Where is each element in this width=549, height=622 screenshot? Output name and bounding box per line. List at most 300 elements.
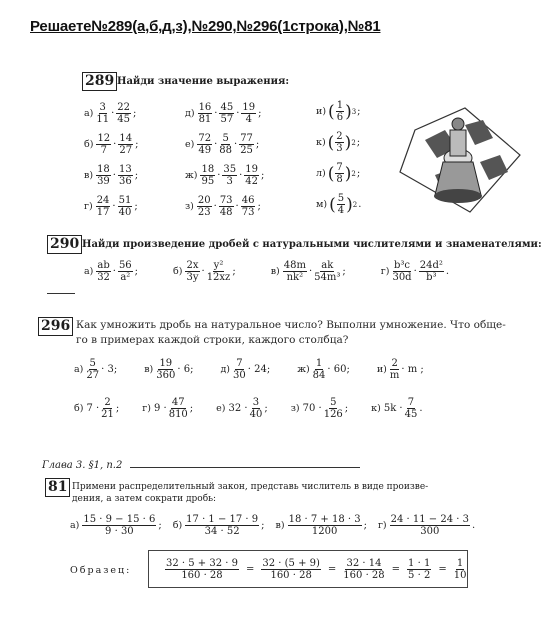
- exercise-item: [316, 193, 362, 216]
- item-label: д): [185, 108, 195, 119]
- item-label: г): [377, 520, 387, 531]
- multiply-sign: ·: [235, 201, 239, 212]
- fraction: [197, 195, 212, 218]
- denominator: 4: [337, 205, 345, 216]
- item-label: б): [74, 403, 84, 414]
- item-label: е): [185, 139, 195, 150]
- exponent: 2: [351, 169, 356, 178]
- assignment-header: Решаете№289(а,б,д,з),№290,№296(1строка),№81: [30, 18, 381, 35]
- numerator: 12: [97, 133, 111, 144]
- fraction: [288, 514, 362, 537]
- fraction: [407, 558, 431, 581]
- denominator: 160 · 28: [270, 569, 312, 581]
- item-end: ;: [232, 266, 236, 277]
- fraction: [313, 358, 326, 381]
- fraction: [244, 164, 259, 187]
- fraction: [165, 558, 239, 581]
- fraction: [118, 195, 133, 218]
- item-label: а): [74, 364, 84, 375]
- exercise-item: [173, 514, 266, 537]
- paren-open: (: [329, 194, 336, 215]
- item-tail: .: [419, 403, 423, 414]
- multiply-sign: ·: [236, 108, 240, 119]
- item-end: ;: [342, 266, 346, 277]
- exercise-item: [185, 133, 265, 156]
- fraction: [169, 397, 188, 420]
- numerator: 19: [242, 102, 256, 113]
- item-end: .: [358, 199, 362, 210]
- fraction: [337, 193, 345, 216]
- exercise-item: [371, 397, 423, 420]
- numerator: 7: [336, 162, 343, 173]
- item-label: в): [84, 170, 94, 181]
- item-tail: · m ;: [401, 364, 424, 375]
- exercise-number-289: 289: [82, 72, 117, 91]
- exercise-item: [185, 195, 265, 218]
- item-label: ж): [185, 170, 198, 181]
- numerator: 3: [252, 397, 260, 408]
- fraction: [96, 102, 109, 125]
- exercise-296-title-line1: Как умножить дробь на натуральное число? Выполни умножение. Что обще-: [76, 319, 506, 331]
- fraction: [222, 164, 237, 187]
- exercise-item: [84, 133, 139, 156]
- numerator: 1: [456, 557, 464, 569]
- numerator: 56: [118, 260, 132, 271]
- numerator: 77: [240, 133, 253, 144]
- fraction: [283, 260, 307, 283]
- denominator: 39: [97, 176, 110, 187]
- denominator: 30d: [392, 272, 412, 283]
- fraction: [96, 133, 111, 156]
- multiply-sign: ·: [112, 201, 116, 212]
- denominator: 27: [119, 145, 133, 156]
- exercise-item: [84, 260, 139, 283]
- denominator: 25: [240, 145, 253, 156]
- exercise-item: [84, 195, 139, 218]
- exercise-item: [74, 397, 120, 420]
- item-tail: ;: [189, 403, 194, 414]
- denominator: a²: [120, 272, 131, 283]
- numerator: 1 · 1: [408, 557, 431, 569]
- item-label: и): [376, 364, 387, 375]
- item-label: а): [84, 266, 94, 277]
- numerator: 14: [119, 133, 133, 144]
- exercise-81-items: [70, 514, 486, 537]
- denominator: 32: [97, 272, 110, 283]
- numerator: 32 · 5 + 32 · 9: [166, 557, 238, 569]
- numerator: y²: [213, 260, 224, 271]
- exercise-item: [142, 397, 194, 420]
- fraction: [314, 260, 340, 283]
- numerator: 51: [118, 195, 132, 206]
- item-label: а): [84, 108, 94, 119]
- fraction: [241, 195, 256, 218]
- item-label: а): [70, 520, 80, 531]
- denominator: 5 · 2: [408, 569, 431, 581]
- numerator: 2x: [186, 260, 199, 271]
- fraction: [454, 558, 467, 581]
- numerator: 35: [223, 164, 237, 175]
- numerator: 48m: [283, 260, 306, 271]
- denominator: 23: [197, 207, 211, 218]
- denominator: 810: [168, 409, 188, 420]
- numerator: 24: [96, 195, 110, 206]
- item-label: з): [185, 201, 194, 212]
- denominator: 34 · 52: [204, 526, 240, 537]
- denominator: 45: [117, 114, 131, 125]
- item-label: в): [275, 520, 285, 531]
- exercise-item: [84, 164, 139, 187]
- denominator: 54m³: [314, 272, 341, 283]
- item-end: ;: [134, 170, 139, 181]
- exercise-number-296: 296: [38, 317, 73, 336]
- numerator: 2: [336, 131, 343, 142]
- numerator: 73: [219, 195, 233, 206]
- fraction: [241, 102, 256, 125]
- numerator: 2: [391, 358, 398, 369]
- fraction: [200, 164, 215, 187]
- numerator: 13: [118, 164, 132, 175]
- numerator: 7: [407, 397, 415, 408]
- fraction: [219, 133, 232, 156]
- exercise-item: [276, 514, 368, 537]
- equals-sign: =: [245, 563, 255, 575]
- exercise-item: [84, 102, 139, 125]
- denominator: 57: [220, 114, 234, 125]
- numerator: 18: [201, 164, 215, 175]
- denominator: 73: [241, 207, 255, 218]
- multiply-sign: ·: [113, 139, 117, 150]
- fraction: [118, 133, 133, 156]
- item-end: ;: [257, 201, 261, 212]
- multiply-sign: ·: [213, 201, 217, 212]
- fraction: [185, 260, 199, 283]
- multiply-sign: ·: [413, 266, 417, 277]
- denominator: 8: [336, 174, 343, 185]
- numerator: 16: [198, 102, 212, 113]
- denominator: 84: [312, 370, 326, 381]
- denominator: m: [389, 370, 400, 381]
- exercise-item: [70, 514, 163, 537]
- item-label: з): [290, 403, 300, 414]
- numerator: ab: [97, 260, 110, 271]
- multiply-sign: ·: [217, 170, 221, 181]
- numerator: 5: [222, 133, 229, 144]
- multiply-sign: ·: [112, 266, 116, 277]
- item-label: к): [316, 137, 326, 148]
- numerator: 46: [241, 195, 255, 206]
- item-end: ;: [356, 168, 361, 179]
- item-end: ;: [255, 139, 260, 150]
- item-end: ;: [133, 108, 137, 119]
- fraction: [419, 260, 444, 283]
- exercise-item: [144, 358, 194, 381]
- fraction: [96, 260, 110, 283]
- numerator: 5: [337, 193, 345, 204]
- denominator: 95: [201, 176, 215, 187]
- fraction: [250, 397, 263, 420]
- denominator: 6: [336, 112, 344, 123]
- denominator: 3: [226, 176, 233, 187]
- item-label: б): [172, 520, 183, 531]
- fraction: [392, 260, 411, 283]
- paren-close: ): [345, 101, 352, 122]
- item-tail: ;: [115, 403, 120, 414]
- item-label: в): [144, 364, 154, 375]
- numerator: 7: [236, 358, 243, 369]
- paren-open: (: [328, 101, 335, 122]
- item-label: г): [84, 201, 93, 212]
- item-end: ;: [135, 139, 139, 150]
- denominator: 88: [219, 145, 232, 156]
- fraction: [116, 102, 131, 125]
- exercise-item: [173, 260, 237, 283]
- item-label: д): [220, 364, 231, 375]
- exercise-item: [297, 358, 351, 381]
- divider: [47, 293, 75, 294]
- chess-queen-illustration: [395, 100, 525, 215]
- fraction: [390, 514, 470, 537]
- fraction: [324, 397, 343, 420]
- numerator: 24 · 11 − 24 · 3: [390, 514, 469, 525]
- fraction: [156, 358, 175, 381]
- denominator: 45: [404, 409, 418, 420]
- sample-box: [148, 550, 468, 588]
- multiply-sign: ·: [239, 170, 243, 181]
- exercise-289-title: Найди значение выражения:: [117, 76, 290, 87]
- exercise-296-row1: [74, 358, 451, 381]
- item-label: г): [380, 266, 390, 277]
- numerator: 19: [245, 164, 259, 175]
- denominator: 48: [219, 207, 233, 218]
- item-end: ;: [134, 201, 138, 212]
- fraction: [335, 162, 343, 185]
- multiply-sign: ·: [201, 266, 205, 277]
- exercise-81-title-line2: дения, а затем сократи дробь:: [72, 494, 217, 504]
- multiply-sign: ·: [234, 139, 238, 150]
- item-end: ;: [134, 266, 139, 277]
- numerator: 1: [336, 100, 344, 111]
- exercise-81-title-line1: Примени распределительный закон, представь числитель в виде произве-: [72, 482, 429, 492]
- denominator: 160 · 28: [343, 569, 385, 581]
- fraction: [118, 260, 133, 283]
- exercise-item: [316, 131, 362, 154]
- denominator: 7: [100, 145, 107, 156]
- item-tail: · 60;: [327, 364, 350, 375]
- numerator: 19: [159, 358, 173, 369]
- denominator: b³: [426, 272, 437, 283]
- item-factor: 70 ·: [302, 403, 322, 414]
- exercise-289-col1: [84, 102, 139, 218]
- denominator: 3: [336, 143, 343, 154]
- item-end: ;: [261, 170, 265, 181]
- exercise-289-col2: [185, 102, 265, 218]
- denominator: 21: [101, 409, 114, 420]
- exponent: 3: [351, 107, 357, 116]
- denominator: 42: [245, 176, 259, 187]
- item-end: ;: [363, 520, 367, 531]
- item-label: б): [173, 266, 183, 277]
- numerator: 24d²: [419, 260, 443, 271]
- equals-sign: =: [438, 563, 447, 575]
- fraction: [405, 397, 418, 420]
- fraction: [343, 558, 384, 581]
- item-tail: · 3;: [101, 364, 118, 375]
- item-tail: ;: [344, 403, 349, 414]
- equals-sign: =: [391, 563, 401, 575]
- fraction: [390, 358, 399, 381]
- numerator: ak: [321, 260, 334, 271]
- exercise-item: [381, 260, 450, 283]
- exponent: 2: [351, 138, 356, 147]
- item-label: и): [316, 106, 327, 117]
- fraction: [239, 133, 254, 156]
- denominator: 30: [233, 370, 246, 381]
- item-label: г): [142, 403, 151, 414]
- fraction: [219, 102, 234, 125]
- item-end: ;: [258, 108, 262, 119]
- exercise-296-title-line2: го в примерах каждой строки, каждого столбца?: [76, 334, 349, 346]
- exercise-290-items: [84, 260, 484, 283]
- item-label: к): [371, 403, 381, 414]
- item-tail: · 24;: [247, 364, 271, 375]
- item-label: л): [316, 168, 326, 179]
- exercise-item: [74, 358, 118, 381]
- fraction: [335, 131, 343, 154]
- fraction: [233, 358, 246, 381]
- numerator: 22: [117, 102, 131, 113]
- exercise-number-290: 290: [47, 235, 82, 254]
- paren-open: (: [327, 163, 335, 184]
- numerator: 1: [315, 358, 323, 369]
- multiply-sign: ·: [214, 108, 218, 119]
- paren-close: ): [346, 194, 353, 215]
- item-end: ;: [356, 137, 361, 148]
- exercise-number-81: 81: [45, 478, 70, 497]
- exercise-item: [316, 100, 362, 123]
- item-end: .: [472, 520, 476, 531]
- item-label: е): [216, 403, 226, 414]
- item-factor: 9 ·: [153, 403, 167, 414]
- numerator: 5: [89, 358, 96, 369]
- denominator: 49: [198, 145, 212, 156]
- paren-close: ): [344, 163, 352, 184]
- denominator: 126: [323, 409, 343, 420]
- numerator: 72: [198, 133, 212, 144]
- item-label: м): [316, 199, 328, 210]
- fraction: [118, 164, 133, 187]
- item-end: ;: [261, 520, 265, 531]
- item-tail: · 6;: [177, 364, 194, 375]
- equals-sign: =: [327, 563, 337, 575]
- exercise-item: [291, 397, 349, 420]
- numerator: 20: [197, 195, 211, 206]
- exercise-item: [185, 102, 265, 125]
- denominator: 10: [453, 569, 467, 581]
- denominator: 81: [198, 114, 212, 125]
- item-end: .: [445, 266, 450, 277]
- item-label: ж): [297, 364, 310, 375]
- denominator: 300: [420, 526, 440, 537]
- denominator: 4: [245, 114, 252, 125]
- fraction: [336, 100, 344, 123]
- item-label: в): [270, 266, 280, 277]
- item-factor: 32 ·: [228, 403, 248, 414]
- numerator: 47: [171, 397, 185, 408]
- numerator: b³c: [394, 260, 411, 271]
- exercise-item: [216, 397, 269, 420]
- exercise-item: [220, 358, 271, 381]
- denominator: 36: [118, 176, 132, 187]
- denominator: 27: [86, 370, 100, 381]
- numerator: 45: [220, 102, 234, 113]
- numerator: 32 · 14: [346, 557, 382, 569]
- item-tail: ;: [264, 403, 268, 414]
- fraction: [96, 195, 111, 218]
- fraction: [261, 558, 321, 581]
- item-factor: 7 ·: [86, 403, 100, 414]
- denominator: nk²: [286, 272, 304, 283]
- numerator: 5: [330, 397, 337, 408]
- numerator: 18: [97, 164, 110, 175]
- paren-open: (: [327, 132, 335, 153]
- exponent: 2: [352, 200, 358, 209]
- denominator: 17: [96, 207, 110, 218]
- exercise-item: [185, 164, 265, 187]
- multiply-sign: ·: [308, 266, 313, 277]
- exercise-item: [378, 514, 476, 537]
- fraction: [96, 164, 111, 187]
- fraction: [219, 195, 234, 218]
- item-end: ;: [357, 106, 361, 117]
- fraction: [82, 514, 156, 537]
- chapter-label: Глава 3. §1, п.2: [42, 460, 123, 471]
- exercise-289-col3: [316, 100, 362, 216]
- denominator: 1200: [311, 526, 338, 537]
- multiply-sign: ·: [112, 170, 116, 181]
- sample-label: Образец:: [70, 565, 132, 576]
- item-end: ;: [158, 520, 162, 531]
- numerator: 3: [99, 102, 106, 113]
- fraction: [197, 133, 212, 156]
- denominator: 11: [96, 114, 110, 125]
- denominator: 3y: [186, 272, 199, 283]
- multiply-sign: ·: [111, 108, 115, 119]
- denominator: 360: [156, 370, 176, 381]
- numerator: 18 · 7 + 18 · 3: [288, 514, 361, 525]
- denominator: 9 · 30: [105, 526, 134, 537]
- numerator: 15 · 9 − 15 · 6: [83, 514, 156, 525]
- exercise-item: [316, 162, 362, 185]
- exercise-290-title: Найди произведение дробей с натуральными числителями и знаменателями:: [82, 239, 542, 250]
- paren-close: ): [344, 132, 352, 153]
- denominator: 40: [118, 207, 132, 218]
- denominator: 12xz: [206, 272, 231, 283]
- item-label: б): [84, 139, 94, 150]
- numerator: 32 · (5 + 9): [262, 557, 320, 569]
- fraction: [198, 102, 213, 125]
- denominator: 40: [249, 409, 263, 420]
- exercise-296-row2: [74, 397, 446, 420]
- exercise-item: [377, 358, 425, 381]
- multiply-sign: ·: [214, 139, 218, 150]
- fraction: [207, 260, 231, 283]
- numerator: 17 · 1 − 17 · 9: [186, 514, 259, 525]
- fraction: [101, 397, 114, 420]
- exercise-item: [271, 260, 347, 283]
- fraction: [86, 358, 99, 381]
- denominator: 160 · 28: [181, 569, 223, 581]
